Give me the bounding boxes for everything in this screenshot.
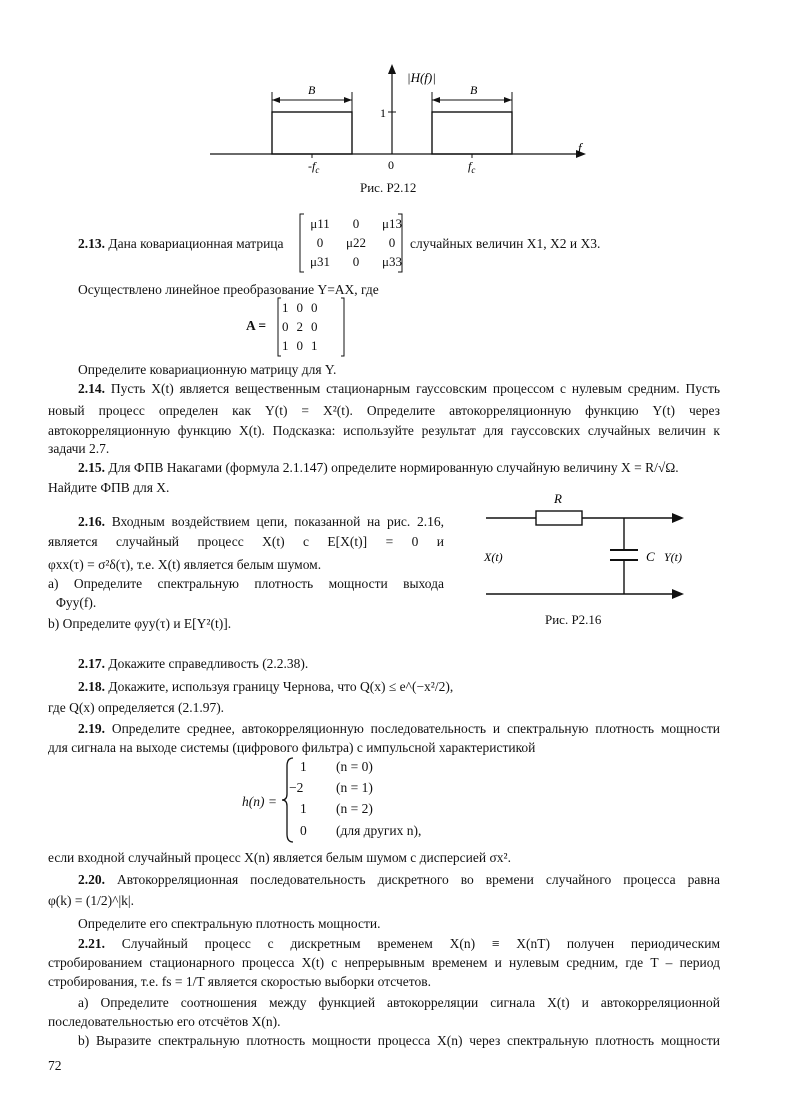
right-passband: [432, 112, 512, 154]
a-matrix-label: A =: [246, 318, 267, 333]
problem-2-20-line2: φ(k) = (1/2)^|k|.: [48, 893, 135, 908]
bandwidth-right-label: B: [470, 83, 478, 97]
problem-2-13-line2: Осуществлено линейное преобразование Y=AX, где: [78, 282, 379, 297]
axis-label-hf: |H(f)|: [407, 70, 436, 85]
covariance-matrix: μ11 0 μ13 0 μ22 0 μ31 0 μ33: [298, 212, 404, 274]
case-value-1: −2: [289, 780, 304, 795]
problem-2-14-line1: 2.14. Пусть X(t) является вещественным стационарным гауссовским процессом с нулевым средним. Пусть: [78, 381, 721, 396]
pos-fc-label: $f_c$: [468, 159, 476, 175]
bandwidth-left-label: B: [308, 83, 316, 97]
problem-2-16-line5: Φyy(f).: [56, 595, 97, 610]
problem-2-19-line3: если входной случайный процесс X(n) является белым шумом с дисперсией σx².: [48, 850, 511, 865]
problem-2-18-line2: где Q(x) определяется (2.1.97).: [48, 700, 225, 715]
impulse-response-label: h(n) =: [242, 794, 277, 809]
problem-2-21-line2: стробированием стационарного процесса X(t) с непрерывным временем и нулевым средним, где T – период: [48, 955, 720, 970]
capacitor-label: C: [646, 549, 655, 564]
resistor-label: R: [554, 491, 562, 506]
problem-2-21-line6: b) Выразите спектральную плотность мощности процесса X(n) через спектральную плотность мощности: [78, 1033, 720, 1048]
neg-fc-label: $-f_c$: [308, 159, 320, 175]
case-cond-0: (n = 0): [336, 759, 373, 774]
level-one-label: 1: [380, 106, 386, 120]
case-cond-2: (n = 2): [336, 801, 373, 816]
output-bottom-arrow: [672, 589, 684, 599]
h-axis-arrow: [388, 64, 396, 74]
problem-2-19-line1: 2.19. Определите среднее, автокорреляционную последовательность и спектральную плотность мощности: [78, 721, 720, 736]
problem-2-16-line3: φxx(τ) = σ²δ(τ), т.е. X(t) является белым шумом.: [48, 557, 322, 572]
problem-2-16-line2: является случайный процесс X(t) с E[X(t)] = 0 и: [48, 534, 444, 549]
problem-2-13-intro: 2.13. Дана ковариационная матрица: [78, 236, 284, 251]
problem-2-17: 2.17. Докажите справедливость (2.2.38).: [78, 656, 309, 671]
problem-2-16-line6: b) Определите φyy(τ) и E[Y²(t)].: [48, 616, 232, 631]
input-label: X(t): [484, 550, 503, 564]
output-label: Y(t): [664, 550, 682, 564]
case-cond-3: (для других n),: [336, 823, 422, 838]
f-axis-label: f: [578, 140, 582, 155]
problem-2-14-line2: новый процесс определен как Y(t) = X²(t). Определите автокорреляционную функцию Y(t) через: [48, 403, 720, 418]
output-top-arrow: [672, 513, 684, 523]
problem-2-16-line4: а) Определите спектральную плотность мощности выхода: [48, 576, 444, 591]
case-value-3: 0: [300, 823, 307, 838]
figure-p2-12: [200, 62, 600, 182]
resistor: [536, 511, 582, 525]
zero-label: 0: [388, 158, 394, 172]
figure-caption-p2-16: Рис. P2.16: [545, 612, 602, 627]
problem-2-20-line1: 2.20. Автокорреляционная последовательность дискретного во времени случайного процесса равна: [78, 872, 720, 887]
case-value-2: 1: [300, 801, 307, 816]
problem-2-13-after: случайных величин X1, X2 и X3.: [410, 236, 601, 251]
problem-2-21-line3: стробирования, т.е. fs = 1/T является скоростью выборки отсчетов.: [48, 974, 432, 989]
case-cond-1: (n = 1): [336, 780, 373, 795]
problem-2-20-line3: Определите его спектральную плотность мощности.: [78, 916, 381, 931]
a-matrix: 1 0 0 0 2 0 1 0 1: [276, 296, 346, 358]
rc-circuit-figure: [478, 484, 698, 614]
left-passband: [272, 112, 352, 154]
cases-brace: [280, 756, 296, 844]
problem-2-19-line2: для сигнала на выходе системы (цифрового фильтра) с импульсной характеристикой: [48, 740, 536, 755]
problem-2-15-line1: 2.15. Для ФПВ Накагами (формула 2.1.147) определите нормированную случайную величину X = R/√Ω.: [78, 460, 679, 475]
problem-2-16-line1: 2.16. Входным воздействием цепи, показанной на рис. 2.16,: [78, 514, 445, 529]
problem-2-15-line2: Найдите ФПВ для X.: [48, 480, 170, 495]
problem-2-21-line1: 2.21. Случайный процесс с дискретным временем X(n) ≡ X(nT) получен периодическим: [78, 936, 720, 951]
problem-2-18-line1: 2.18. Докажите, используя границу Чернова, что Q(x) ≤ e^(−x²/2),: [78, 679, 454, 694]
figure-caption-p2-12: Рис. P2.12: [360, 180, 417, 195]
case-value-0: 1: [300, 759, 307, 774]
problem-2-13-line3: Определите ковариационную матрицу для Y.: [78, 362, 337, 377]
page-number: 72: [48, 1058, 62, 1073]
problem-2-14-line3: автокорреляционную функцию X(t). Подсказка: используйте результат для гауссовских случайных величин к: [48, 423, 720, 438]
problem-2-14-line4: задачи 2.7.: [48, 441, 110, 456]
problem-2-21-line5: последовательностью его отсчётов X(n).: [48, 1014, 281, 1029]
problem-2-21-line4: а) Определите соотношения между функцией автокорреляции сигнала X(t) и автокорреляционной: [78, 995, 720, 1010]
